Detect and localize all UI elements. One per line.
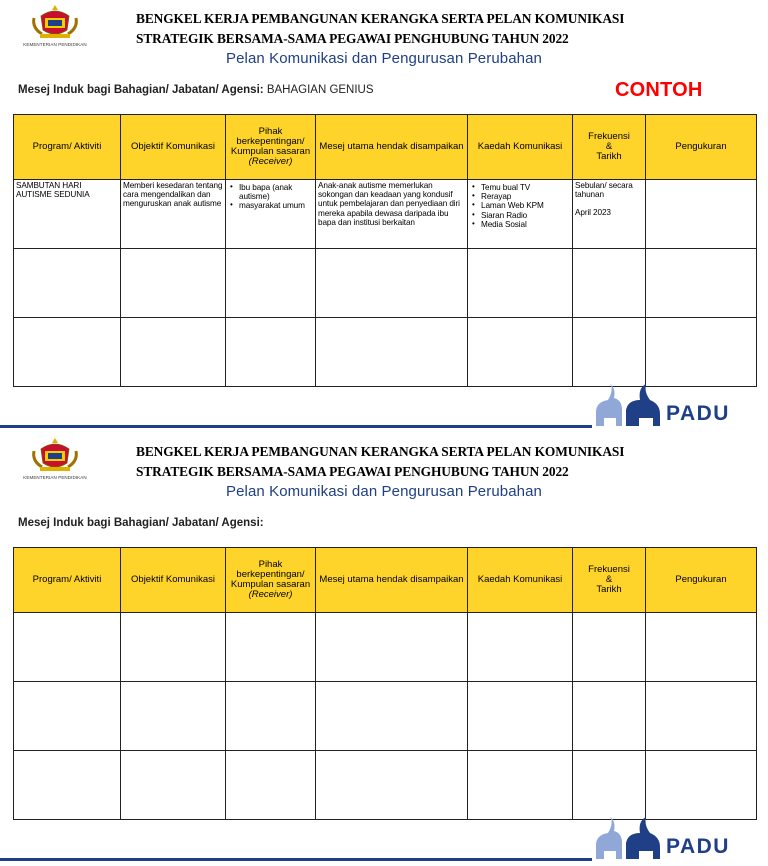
col-frek-l3: Tarikh xyxy=(596,150,622,162)
coat-of-arms-icon xyxy=(30,4,80,40)
col-frek-l1: Frekuensi xyxy=(588,131,630,143)
col-pihak-receiver: (Receiver) xyxy=(248,155,293,167)
cell-empty[interactable] xyxy=(121,613,226,682)
col-pengukuran: Pengukuran xyxy=(646,115,757,180)
table-header-row xyxy=(14,548,757,613)
col-pihak xyxy=(226,548,316,613)
list-item: • Temu bual TV xyxy=(481,183,570,192)
col-mesej: Mesej utama hendak disampaikan xyxy=(316,548,468,613)
cell-kaedah[interactable] xyxy=(468,180,573,249)
communication-plan-table xyxy=(13,547,757,820)
col-pihak-l3: Kumpulan sasaran xyxy=(230,146,311,157)
table-row xyxy=(14,613,757,682)
table-row xyxy=(14,751,757,820)
col-frek-l1: Frekuensi xyxy=(588,564,630,576)
cell-empty[interactable] xyxy=(226,249,316,318)
padu-wordmark: PADU xyxy=(666,835,730,858)
col-objektif: Objektif Komunikasi xyxy=(121,115,226,180)
cell-empty[interactable] xyxy=(14,682,121,751)
col-frek-l2: & xyxy=(605,141,613,153)
ministry-logo xyxy=(18,437,92,483)
col-pihak-l2: berkepentingan/ xyxy=(236,569,305,581)
cell-empty[interactable] xyxy=(316,249,468,318)
col-pihak-l2: berkepentingan/ xyxy=(236,136,305,148)
col-mesej: Mesej utama hendak disampaikan xyxy=(316,115,468,180)
cell-empty[interactable] xyxy=(121,682,226,751)
cell-empty[interactable] xyxy=(226,682,316,751)
col-frek-l2: & xyxy=(605,574,613,586)
contoh-badge: CONTOH xyxy=(615,79,703,101)
logo-caption: KEMENTERIAN PENDIDIKAN xyxy=(23,42,87,47)
list-item: • masyarakat umum xyxy=(239,201,313,210)
plan-subtitle: Pelan Komunikasi dan Pengurusan Perubahan xyxy=(226,50,542,67)
mesej-induk-value: BAHAGIAN GENIUS xyxy=(266,84,374,96)
table-header-row xyxy=(14,115,757,180)
cell-empty[interactable] xyxy=(121,318,226,387)
cell-empty[interactable] xyxy=(316,682,468,751)
cell-empty[interactable] xyxy=(573,682,646,751)
cell-objektif[interactable]: Memberi kesedaran tentang cara mengendalikan dan menguruskan anak autisme xyxy=(121,180,226,249)
col-program: Program/ Aktiviti xyxy=(14,115,121,180)
padu-wordmark: PADU xyxy=(666,402,730,425)
elephant-icon xyxy=(586,815,666,861)
col-kaedah: Kaedah Komunikasi xyxy=(468,115,573,180)
list-item: • Siaran Radio xyxy=(481,211,570,220)
mesej-induk-label: Mesej Induk bagi Bahagian/ Jabatan/ Agensi: xyxy=(18,84,264,96)
cell-empty[interactable] xyxy=(226,318,316,387)
coat-of-arms-icon xyxy=(30,437,80,473)
padu-logo xyxy=(586,815,764,861)
cell-empty[interactable] xyxy=(468,613,573,682)
col-pihak xyxy=(226,115,316,180)
cell-empty[interactable] xyxy=(14,751,121,820)
mesej-induk xyxy=(18,517,264,529)
cell-empty[interactable] xyxy=(573,249,646,318)
list-item: • Rerayap xyxy=(481,192,570,201)
cell-pihak[interactable] xyxy=(226,180,316,249)
cell-empty[interactable] xyxy=(646,318,757,387)
workshop-title-line1: BENGKEL KERJA PEMBANGUNAN KERANGKA SERTA PELAN KOMUNIKASI xyxy=(136,11,625,26)
cell-empty[interactable] xyxy=(646,682,757,751)
frekuensi-value: Sebulan/ secara tahunan xyxy=(575,181,633,200)
table-row xyxy=(14,318,757,387)
plan-subtitle: Pelan Komunikasi dan Pengurusan Perubahan xyxy=(226,483,542,500)
col-pengukuran: Pengukuran xyxy=(646,548,757,613)
workshop-title-line2: STRATEGIK BERSAMA-SAMA PEGAWAI PENGHUBUNG TAHUN 2022 xyxy=(136,464,569,479)
workshop-title-line1: BENGKEL KERJA PEMBANGUNAN KERANGKA SERTA PELAN KOMUNIKASI xyxy=(136,444,625,459)
cell-empty[interactable] xyxy=(316,318,468,387)
cell-empty[interactable] xyxy=(226,751,316,820)
cell-empty[interactable] xyxy=(573,318,646,387)
col-pihak-l3: Kumpulan sasaran xyxy=(230,579,311,590)
workshop-title-line2: STRATEGIK BERSAMA-SAMA PEGAWAI PENGHUBUNG TAHUN 2022 xyxy=(136,31,569,46)
list-item: • Laman Web KPM xyxy=(481,201,570,210)
cell-empty[interactable] xyxy=(573,751,646,820)
cell-empty[interactable] xyxy=(646,249,757,318)
mesej-induk-label: Mesej Induk bagi Bahagian/ Jabatan/ Agensi: xyxy=(18,517,264,529)
cell-empty[interactable] xyxy=(14,613,121,682)
ministry-logo xyxy=(18,4,92,50)
col-objektif: Objektif Komunikasi xyxy=(121,548,226,613)
cell-empty[interactable] xyxy=(316,751,468,820)
cell-empty[interactable] xyxy=(14,318,121,387)
col-program: Program/ Aktiviti xyxy=(14,548,121,613)
mesej-induk xyxy=(18,84,374,96)
cell-empty[interactable] xyxy=(121,751,226,820)
cell-empty[interactable] xyxy=(646,751,757,820)
table-row xyxy=(14,682,757,751)
cell-empty[interactable] xyxy=(468,682,573,751)
cell-pengukuran[interactable] xyxy=(646,180,757,249)
cell-frekuensi[interactable] xyxy=(573,180,646,249)
padu-logo xyxy=(586,382,764,428)
col-pihak-receiver: (Receiver) xyxy=(248,588,293,600)
list-item: • Ibu bapa (anak autisme) xyxy=(239,183,313,201)
cell-program[interactable]: SAMBUTAN HARI AUTISME SEDUNIA xyxy=(14,180,121,249)
cell-empty[interactable] xyxy=(468,318,573,387)
communication-plan-table xyxy=(13,114,757,387)
table-row xyxy=(14,249,757,318)
elephant-icon xyxy=(586,382,666,428)
cell-empty[interactable] xyxy=(468,249,573,318)
col-pihak-l1: Pihak xyxy=(258,126,283,138)
list-item: • Media Sosial xyxy=(481,220,570,229)
tarikh-value: April 2023 xyxy=(575,208,611,218)
logo-caption: KEMENTERIAN PENDIDIKAN xyxy=(23,475,87,480)
cell-empty[interactable] xyxy=(14,249,121,318)
col-kaedah: Kaedah Komunikasi xyxy=(468,548,573,613)
footer-divider xyxy=(0,858,592,861)
table-row xyxy=(14,180,757,249)
col-pihak-l1: Pihak xyxy=(258,559,283,571)
col-frek-l3: Tarikh xyxy=(596,583,622,595)
cell-empty[interactable] xyxy=(646,613,757,682)
footer-divider xyxy=(0,425,592,428)
cell-empty[interactable] xyxy=(226,613,316,682)
cell-empty[interactable] xyxy=(121,249,226,318)
cell-mesej[interactable]: Anak-anak autisme memerlukan sokongan dan keadaan yang kondusif untuk pembelajaran dan penyediaan diri mereka apabila dewasa daripada ibu bapa dan institusi berkaitan xyxy=(316,180,468,249)
cell-empty[interactable] xyxy=(573,613,646,682)
col-frekuensi xyxy=(573,115,646,180)
cell-empty[interactable] xyxy=(468,751,573,820)
col-frekuensi xyxy=(573,548,646,613)
slide-template xyxy=(0,433,768,866)
cell-empty[interactable] xyxy=(316,613,468,682)
